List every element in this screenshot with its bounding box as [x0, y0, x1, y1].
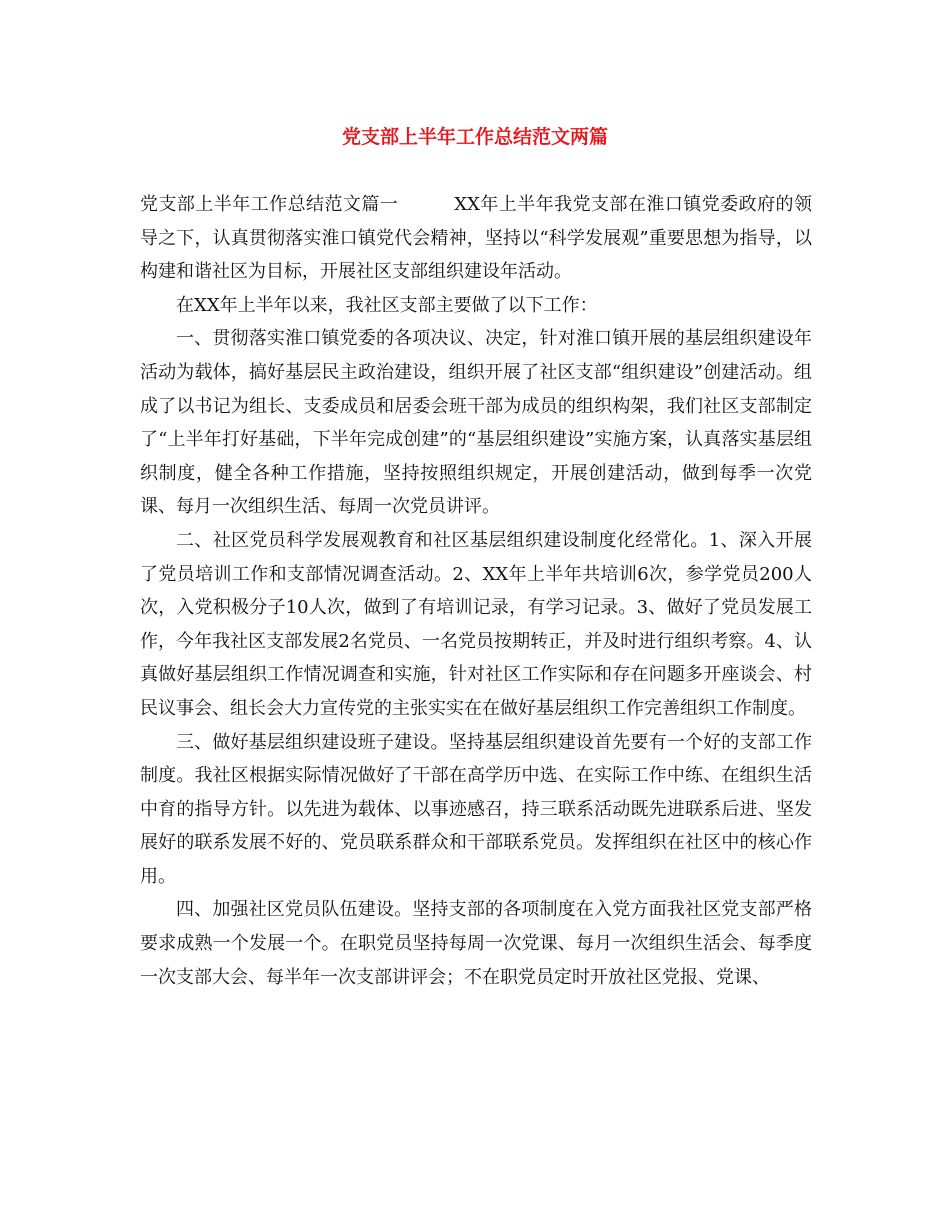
- paragraph-item-3: 三、做好基层组织建设班子建设。坚持基层组织建设首先要有一个好的支部工作制度。我社区根据实际情况做好了干部在高学历中选、在实际工作中练、在组织生活中育的指导方针。以先进为载体、以事迹感召，持三联系活动既先进联系后进、坚发展好的联系发展不好的、党员联系群众和干部联系党员。发挥组织在社区中的核心作用。: [140, 731, 812, 887]
- intro-paragraph: [140, 188, 812, 289]
- paragraph-item-1: 一、贯彻落实淮口镇党委的各项决议、决定，针对淮口镇开展的基层组织建设年活动为载体，搞好基层民主政治建设，组织开展了社区支部“组织建设”创建活动。组成了以书记为组长、支委成员和居委会班干部为成员的组织构架，我们社区支部制定了“上半年打好基础，下半年完成创建”的“基层组织建设”实施方案，认真落实基层组织制度，健全各种工作措施，坚持按照组织规定，开展创建活动，做到每季一次党课、每月一次组织生活、每周一次党员讲评。: [140, 328, 812, 518]
- document-title: 党支部上半年工作总结范文两篇: [341, 126, 608, 148]
- paragraph-item-2: 二、社区党员科学发展观教育和社区基层组织建设制度化经常化。1、深入开展了党员培训工作和支部情况调查活动。2、XX年上半年共培训6次，参学党员200人次，入党积极分子10人次，做到了有培训记录，有学习记录。3、做好了党员发展工作，今年我社区支部发展2名党员、一名党员按期转正，并及时进行组织考察。4、认真做好基层组织工作情况调查和实施，针对社区工作实际和存在问题多开座谈会、村民议事会、组长会大力宣传党的主张实实在在做好基层组织工作完善组织工作制度。: [140, 529, 812, 719]
- document-body: [140, 188, 812, 994]
- intro-text: XX年上半年我党支部在淮口镇党委政府的领导之下，认真贯彻落实淮口镇党代会精神，坚持以“科学发展观”重要思想为指导，以构建和谐社区为目标，开展社区支部组织建设年活动。: [140, 194, 812, 283]
- paragraph-summary: 在XX年上半年以来，我社区支部主要做了以下工作：: [176, 294, 598, 316]
- paragraph-item-4: 四、加强社区党员队伍建设。坚持支部的各项制度在入党方面我社区党支部严格要求成熟一个发展一个。在职党员坚持每周一次党课、每月一次组织生活会、每季度一次支部大会、每半年一次支部讲评会；不在职党员定时开放社区党报、党课、: [140, 899, 812, 988]
- intro-heading: 党支部上半年工作总结范文篇一: [140, 194, 399, 215]
